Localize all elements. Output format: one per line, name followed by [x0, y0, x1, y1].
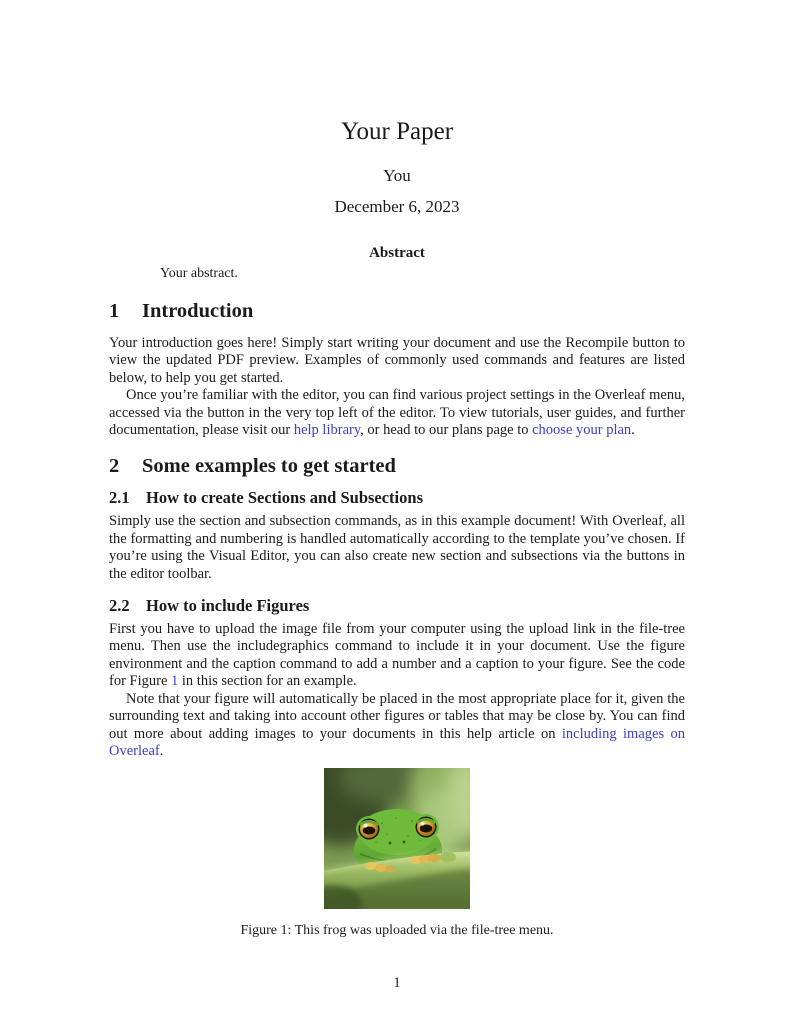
- figures-p1-text-2: in this section for an example.: [178, 673, 357, 690]
- frog-photo: [324, 768, 470, 909]
- abstract-heading: Abstract: [369, 245, 425, 261]
- intro-paragraph-1: Your introduction goes here! Simply start writing your document and use the Recompile button to view the updated PDF preview. Examples of commonly used commands and features are listed below, to help you get started.: [109, 335, 685, 386]
- choose-your-plan-link[interactable]: choose your plan: [532, 422, 632, 439]
- section-2-number: 2: [109, 455, 120, 478]
- sections-paragraph: Simply use the section and subsection commands, as in this example document! With Overleaf, all the formatting and numbering is handled automatically according to the template you’ve chosen. If you’re using the Visual Editor, you can also create new section and subsections via the buttons in the editor toolbar.: [109, 513, 685, 582]
- intro-p2-text-2: , or head to our plans page to: [360, 422, 533, 439]
- subsection-2-2-number: 2.2: [109, 596, 130, 616]
- paper-date: December 6, 2023: [334, 197, 460, 216]
- figures-paragraph-2: [109, 691, 685, 761]
- section-2-title: Some examples to get started: [142, 455, 396, 478]
- intro-p2-text-3: .: [631, 422, 635, 439]
- page-number: 1: [393, 975, 401, 991]
- section-1-title: Introduction: [142, 300, 254, 322]
- paper-title: Your Paper: [340, 118, 454, 145]
- subsection-2-2-heading: [109, 596, 685, 615]
- figures-p2-text-1: Note that your figure will automatically be placed in the most appropriate place for it, given the surrounding text and taking into account other figures or tables that may be close by. You can find out more about adding images to your documents in this help article on: [109, 690, 685, 742]
- subsection-2-1-title: How to create Sections and Subsections: [146, 488, 423, 508]
- section-1-number: 1: [109, 300, 120, 322]
- figures-p1-text-1: First you have to upload the image file from your computer using the upload link in the file-tree menu. Then use the includegraphics command to include it in your document. Use the figure environment and the caption command to add a number and a caption to your figure. See the code for Figure: [109, 621, 685, 690]
- subsection-2-2-title: How to include Figures: [146, 596, 310, 616]
- help-library-link[interactable]: help library: [293, 422, 361, 439]
- intro-paragraph-2: [109, 387, 685, 439]
- including-images-link[interactable]: including images on Overleaf: [109, 725, 686, 759]
- figure-1: [109, 768, 685, 939]
- subsection-2-1-heading: [109, 488, 685, 507]
- abstract-text: Your abstract.: [160, 266, 238, 281]
- section-2-heading: [109, 455, 685, 477]
- paper-author: You: [383, 166, 411, 185]
- subsection-2-1-number: 2.1: [109, 488, 130, 508]
- intro-p2-text-1: Once you’re familiar with the editor, you can find various project settings in the Overleaf menu, accessed via the button in the very top left of the editor. To view tutorials, user guides, and further documentation, please visit our: [109, 387, 685, 439]
- figure-1-ref-link[interactable]: 1: [171, 673, 179, 690]
- section-1-heading: [109, 300, 685, 322]
- figures-paragraph-1: [109, 621, 685, 691]
- figures-p2-text-2: .: [159, 742, 164, 759]
- figure-1-caption: Figure 1: This frog was uploaded via the file-tree menu.: [240, 923, 554, 939]
